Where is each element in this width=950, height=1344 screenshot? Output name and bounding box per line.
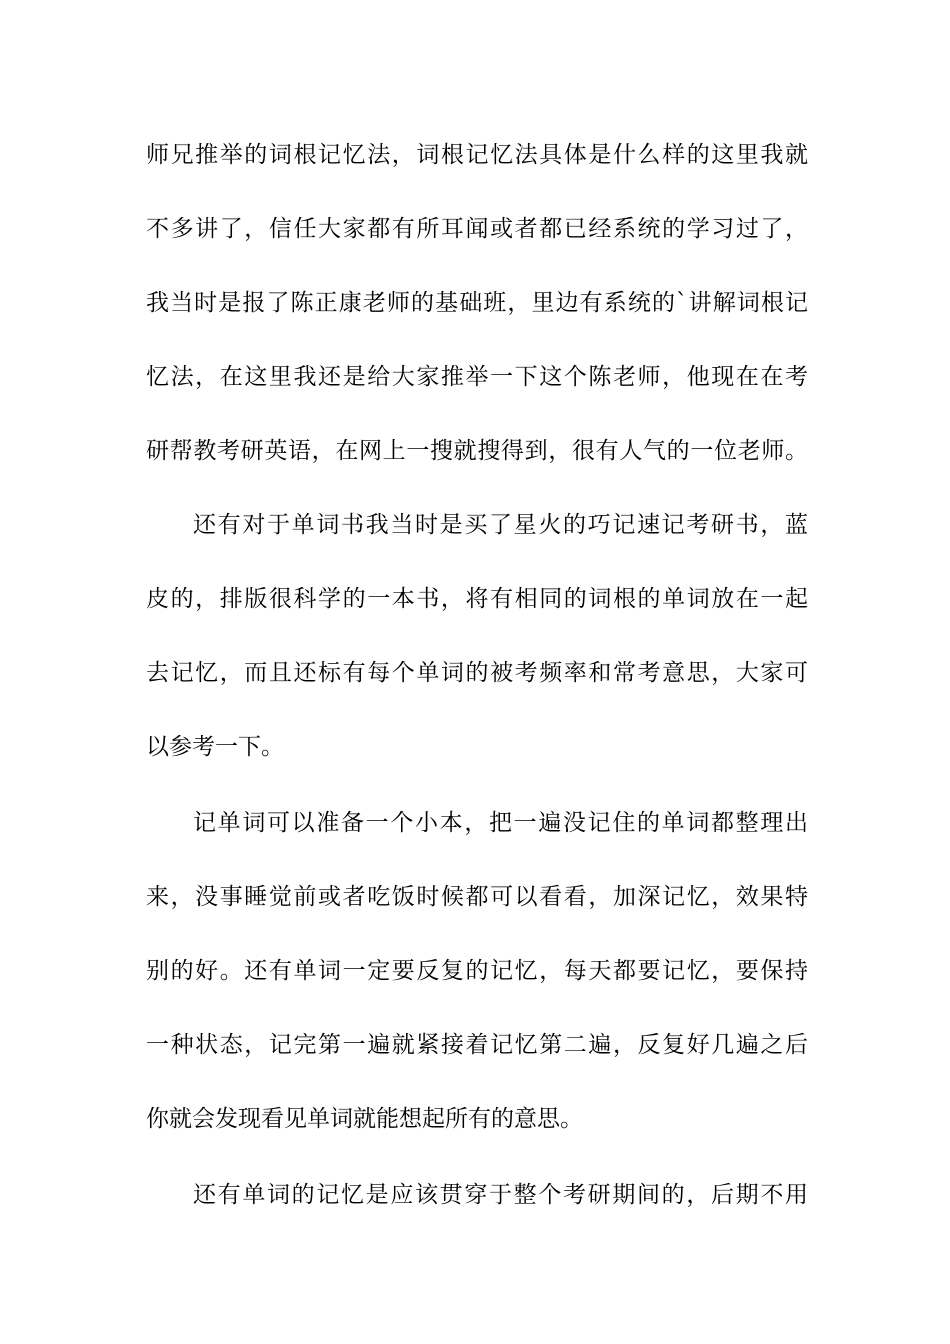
text-line-9: 以参考一下。 [146, 734, 284, 760]
text-line-3: 我当时是报了陈正康老师的基础班，里边有系统的`讲解词根记 [146, 290, 808, 316]
text-line-4: 忆法，在这里我还是给大家推举一下这个陈老师，他现在在考 [146, 364, 808, 390]
text-line-1: 师兄推举的词根记忆法，词根记忆法具体是什么样的这里我就 [146, 142, 808, 168]
text-line-2: 不多讲了，信任大家都有所耳闻或者都已经系统的学习过了， [146, 216, 808, 242]
paragraph-3-first-line: 记单词可以准备一个小本，把一遍没记住的单词都整理出 [193, 810, 808, 836]
paragraph-4-first-line: 还有单词的记忆是应该贯穿于整个考研期间的，后期不用 [193, 1182, 808, 1208]
text-line-14: 你就会发现看见单词就能想起所有的意思。 [146, 1106, 583, 1132]
text-line-12: 别的好。还有单词一定要反复的记忆，每天都要记忆，要保持 [146, 958, 808, 984]
text-line-13: 一种状态，记完第一遍就紧接着记忆第二遍，反复好几遍之后 [146, 1032, 808, 1058]
text-line-7: 皮的，排版很科学的一本书，将有相同的词根的单词放在一起 [146, 586, 808, 612]
paragraph-2-first-line: 还有对于单词书我当时是买了星火的巧记速记考研书，蓝 [193, 512, 808, 538]
text-line-11: 来，没事睡觉前或者吃饭时候都可以看看，加深记忆，效果特 [146, 884, 808, 910]
text-line-8: 去记忆，而且还标有每个单词的被考频率和常考意思，大家可 [146, 660, 808, 686]
text-line-5: 研帮教考研英语，在网上一搜就搜得到，很有人气的一位老师。 [146, 438, 808, 464]
